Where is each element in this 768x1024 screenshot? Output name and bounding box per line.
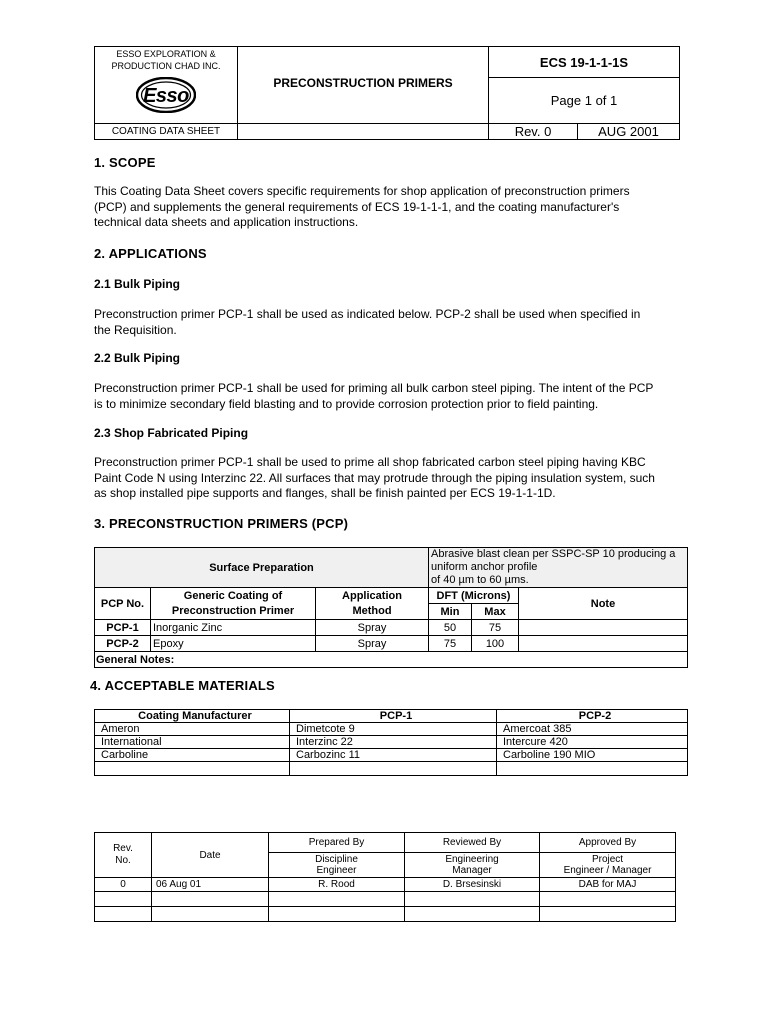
col-generic-line: Preconstruction Primer xyxy=(171,604,295,617)
pcp-1-cell: Interzinc 22 xyxy=(290,736,497,749)
surface-prep-line: Abrasive blast clean per SSPC-SP 10 producing a uniform anchor profile xyxy=(431,548,676,573)
section-1-body xyxy=(94,184,694,231)
col-reviewed-by: Reviewed By xyxy=(405,833,540,853)
revision-table xyxy=(94,832,676,922)
dft-min-cell: 75 xyxy=(429,636,472,652)
col-coating-manufacturer: Coating Manufacturer xyxy=(95,710,290,723)
rev-cell: 0 xyxy=(95,878,152,892)
reviewed-cell xyxy=(405,892,540,907)
pcp-2-cell: Intercure 420 xyxy=(497,736,688,749)
role-line: Engineering xyxy=(445,854,499,865)
table-row xyxy=(95,892,676,907)
general-notes: General Notes: xyxy=(95,652,688,668)
col-note: Note xyxy=(519,588,688,620)
col-dft-min: Min xyxy=(429,604,472,620)
prepared-role xyxy=(269,853,405,878)
date-cell xyxy=(152,892,269,907)
prepared-cell: R. Rood xyxy=(269,878,405,892)
text-line: Preconstruction primer PCP-1 shall be used as indicated below. PCP-2 shall be used when specified in xyxy=(94,307,641,321)
text-line: Preconstruction primer PCP-1 shall be used for priming all bulk carbon steel piping. The intent of the PCP xyxy=(94,381,654,395)
col-method-line: Method xyxy=(352,604,392,617)
generic-cell: Inorganic Zinc xyxy=(151,620,316,636)
pcp-1-cell: Carbozinc 11 xyxy=(290,749,497,762)
col-date: Date xyxy=(152,833,269,878)
table-row xyxy=(95,620,688,636)
prepared-cell xyxy=(269,907,405,922)
text-line: Preconstruction primer PCP-1 shall be used to prime all shop fabricated carbon steel piping having KBC xyxy=(94,455,646,469)
company-name-line1: ESSO EXPLORATION & xyxy=(116,49,216,59)
text-line: This Coating Data Sheet covers specific requirements for shop application of preconstruction primers xyxy=(94,184,630,198)
reviewed-cell xyxy=(405,907,540,922)
section-2-1-body xyxy=(94,307,694,338)
approved-cell: DAB for MAJ xyxy=(540,878,676,892)
col-application-method xyxy=(316,588,429,620)
col-dft-max: Max xyxy=(472,604,519,620)
revision-date: AUG 2001 xyxy=(578,124,680,140)
manufacturer-cell xyxy=(95,762,290,776)
dft-max-cell: 75 xyxy=(472,620,519,636)
approved-cell xyxy=(540,892,676,907)
note-cell xyxy=(519,620,688,636)
manufacturer-cell: Ameron xyxy=(95,723,290,736)
text-line: is to minimize secondary field blasting and to provide corrosion protection prior to field painting. xyxy=(94,396,599,411)
approved-cell xyxy=(540,907,676,922)
page-number: Page 1 of 1 xyxy=(489,78,680,124)
pcp-1-cell xyxy=(290,762,497,776)
table-row xyxy=(95,762,688,776)
revision-number: Rev. 0 xyxy=(489,124,578,140)
manufacturer-cell: Carboline xyxy=(95,749,290,762)
role-line: Project xyxy=(591,854,624,865)
table-row xyxy=(95,723,688,736)
text-line: as shop installed pipe supports and flanges, shall be finish painted per ECS 19-1-1-1D. xyxy=(94,486,556,500)
surface-prep-value xyxy=(429,548,688,588)
reviewed-cell: D. Brsesinski xyxy=(405,878,540,892)
col-pcp-no: PCP No. xyxy=(95,588,151,620)
manufacturer-cell: International xyxy=(95,736,290,749)
col-generic-coating xyxy=(151,588,316,620)
pcp-no-cell: PCP-1 xyxy=(95,620,151,636)
col-method-line: Application xyxy=(342,589,402,602)
doc-title: PRECONSTRUCTION PRIMERS xyxy=(238,47,489,124)
role-line: Engineer / Manager xyxy=(563,865,652,876)
text-line: technical data sheets and application instructions. xyxy=(94,215,359,229)
header-table xyxy=(94,46,680,140)
section-2-1-heading: 2.1 Bulk Piping xyxy=(94,277,181,291)
text-line: (PCP) and supplements the general requirements of ECS 19-1-1-1, and the coating manufacturer's xyxy=(94,199,620,214)
reviewed-role xyxy=(405,853,540,878)
esso-logo-text: Esso xyxy=(143,85,189,107)
company-cell xyxy=(95,47,238,124)
company-name-line2: PRODUCTION CHAD INC. xyxy=(111,61,221,71)
pcp-1-cell: Dimetcote 9 xyxy=(290,723,497,736)
date-cell: 06 Aug 01 xyxy=(152,878,269,892)
pcp-2-cell: Amercoat 385 xyxy=(497,723,688,736)
role-line: Manager xyxy=(452,865,492,876)
approved-role xyxy=(540,853,676,878)
prepared-cell xyxy=(269,892,405,907)
col-rev-line: Rev. xyxy=(113,843,133,854)
col-pcp-2: PCP-2 xyxy=(497,710,688,723)
materials-table xyxy=(94,709,688,776)
table-row xyxy=(95,749,688,762)
section-1-heading: 1. SCOPE xyxy=(94,155,156,170)
sheet-type: COATING DATA SHEET xyxy=(95,124,238,140)
table-row xyxy=(95,736,688,749)
generic-cell: Epoxy xyxy=(151,636,316,652)
rev-cell xyxy=(95,907,152,922)
rev-cell xyxy=(95,892,152,907)
section-2-3-heading: 2.3 Shop Fabricated Piping xyxy=(94,426,249,440)
table-row xyxy=(95,878,676,892)
pcp-no-cell: PCP-2 xyxy=(95,636,151,652)
section-2-2-body xyxy=(94,381,694,412)
pcp-table xyxy=(94,547,688,668)
section-4-heading: 4. ACCEPTABLE MATERIALS xyxy=(90,678,275,693)
esso-logo xyxy=(136,77,196,113)
method-cell: Spray xyxy=(316,620,429,636)
col-rev-no xyxy=(95,833,152,878)
col-dft: DFT (Microns) xyxy=(429,588,519,604)
date-cell xyxy=(152,907,269,922)
dft-max-cell: 100 xyxy=(472,636,519,652)
pcp-2-cell: Carboline 190 MIO xyxy=(497,749,688,762)
method-cell: Spray xyxy=(316,636,429,652)
col-generic-line: Generic Coating of xyxy=(183,589,283,602)
doc-number: ECS 19-1-1-1S xyxy=(489,47,680,78)
pcp-2-cell xyxy=(497,762,688,776)
role-line: Discipline xyxy=(315,854,358,865)
surface-prep-label: Surface Preparation xyxy=(95,548,429,588)
surface-prep-line: of 40 µm to 60 µms. xyxy=(431,574,529,586)
text-line: the Requisition. xyxy=(94,322,177,337)
section-2-heading: 2. APPLICATIONS xyxy=(94,246,207,261)
table-row xyxy=(95,636,688,652)
col-approved-by: Approved By xyxy=(540,833,676,853)
role-line: Engineer xyxy=(316,865,357,876)
section-2-3-body xyxy=(94,455,694,502)
table-row xyxy=(95,907,676,922)
note-cell xyxy=(519,636,688,652)
dft-min-cell: 50 xyxy=(429,620,472,636)
text-line: Paint Code N using Interzinc 22. All surfaces that may protrude through the piping insulation system, such xyxy=(94,470,655,485)
section-3-heading: 3. PRECONSTRUCTION PRIMERS (PCP) xyxy=(94,516,349,531)
title-spacer-cell xyxy=(238,124,489,140)
section-2-2-heading: 2.2 Bulk Piping xyxy=(94,351,181,365)
col-pcp-1: PCP-1 xyxy=(290,710,497,723)
col-rev-line: No. xyxy=(115,855,131,866)
col-prepared-by: Prepared By xyxy=(269,833,405,853)
